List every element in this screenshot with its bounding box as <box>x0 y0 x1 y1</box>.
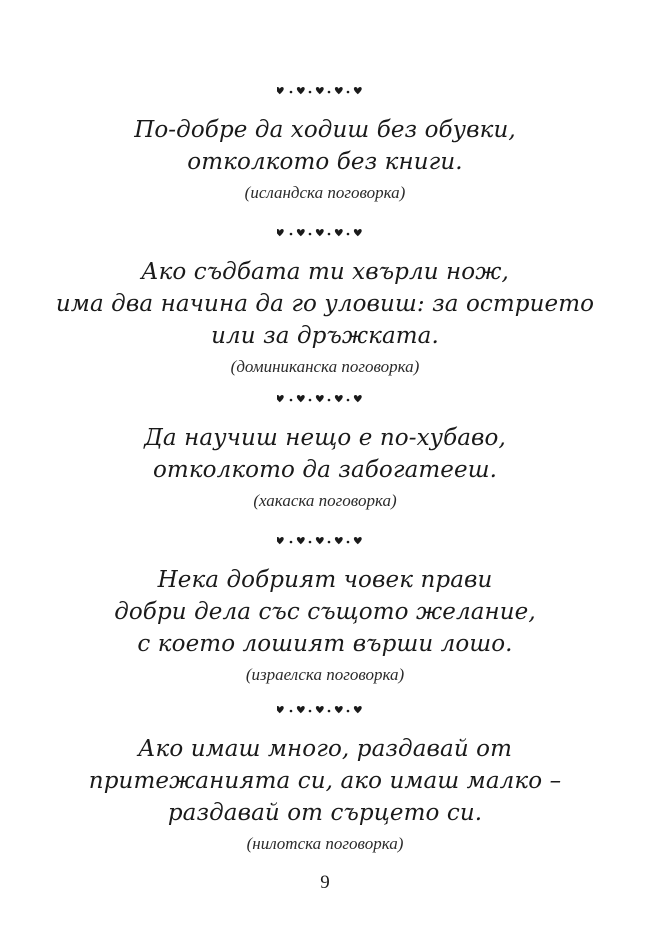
proverb-line: Ако съдбата ти хвърли нож, <box>141 259 509 285</box>
proverb-source: (доминиканска поговорка) <box>230 357 420 376</box>
hearts-dots-ornament-icon <box>277 226 373 242</box>
proverb-source: (хакаска поговорка) <box>253 491 397 510</box>
proverb-line: притежанията си, ако имаш малко – <box>88 768 562 794</box>
hearts-dots-ornament-icon <box>277 703 373 719</box>
proverb-line: Нека добрият човек прави <box>157 567 493 593</box>
proverb-line: отколкото без книги. <box>187 149 463 175</box>
proverb-4 <box>0 534 650 688</box>
proverb-3 <box>0 392 650 514</box>
proverb-5 <box>0 703 650 857</box>
hearts-dots-ornament-icon <box>277 84 373 100</box>
proverb-2 <box>0 226 650 380</box>
proverb-line: Ако имаш много, раздавай от <box>137 736 512 762</box>
hearts-dots-ornament-icon <box>277 534 373 550</box>
page-number: 9 <box>320 872 330 893</box>
proverb-line: или за дръжката. <box>211 323 439 349</box>
proverb-line: Да научиш нещо е по-хубаво, <box>144 425 506 451</box>
proverb-line: отколкото да забогатееш. <box>152 457 498 483</box>
proverb-line: раздавай от сърцето си. <box>167 800 483 826</box>
proverb-source: (израелска поговорка) <box>245 665 405 684</box>
proverb-source: (нилотска поговорка) <box>246 834 404 853</box>
proverb-1 <box>0 84 650 206</box>
proverb-line: добри дела със същото желание, <box>114 599 536 625</box>
proverb-line: има два начина да го уловиш: за острието <box>55 291 595 317</box>
proverb-line: с което лошият върши лошо. <box>137 631 513 657</box>
hearts-dots-ornament-icon <box>277 392 373 408</box>
proverb-line: По-добре да ходиш без обувки, <box>134 117 516 143</box>
proverb-source: (исландска поговорка) <box>244 183 406 202</box>
